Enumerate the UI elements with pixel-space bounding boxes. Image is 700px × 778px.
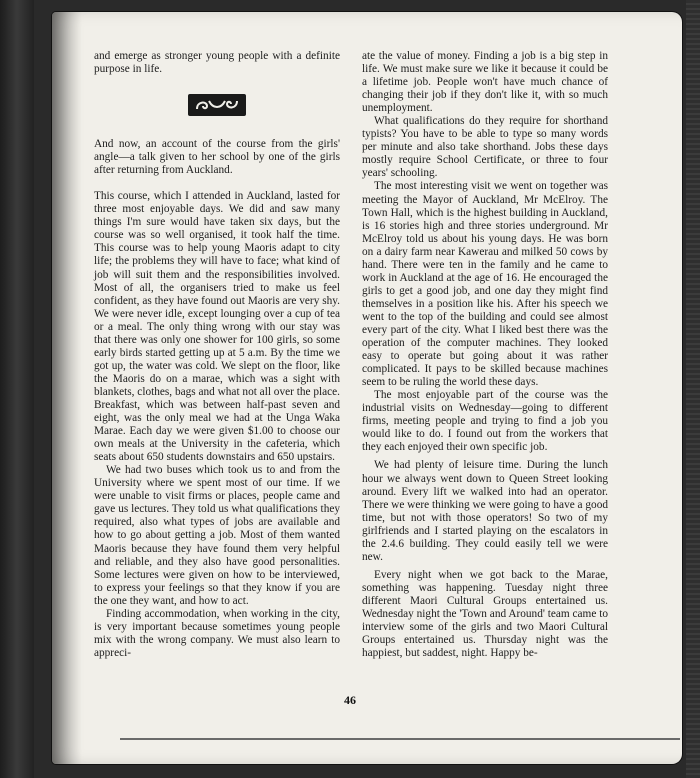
paragraph: And now, an account of the course from the girls' angle—a talk given to her school by one of the girls after returning from Auckland.: [94, 138, 340, 177]
paragraph: ate the value of money. Finding a job is a big step in life. We must make sure we like it because it could be a lifetime job. People won't have much chance of changing their job if they don't like it, with so much unemployment.: [362, 50, 608, 115]
scroll-ornament-svg: [193, 97, 241, 113]
paragraph: What qualifications do they require for shorthand typists? You have to be able to type so many words per minute and also take shorthand. Jobs these days mostly require School Certificate, or three to four years' schooling.: [362, 115, 608, 180]
paragraph: and emerge as stronger young people with a definite purpose in life.: [94, 50, 340, 76]
paragraph: We had plenty of leisure time. During the lunch hour we always went down to Queen Street looking around. Every lift we walked into had an operator. There we were thinking we were going to have a good time, but not with those operators! So two of my girlfriends and I started playing on the escalators in the 2.4.6 building. They could easily tell we were new.: [362, 459, 608, 563]
right-column: [362, 50, 608, 660]
scan-gutter: [0, 0, 34, 778]
scroll-ornament-icon: [188, 94, 246, 116]
page-number: 46: [344, 693, 356, 707]
bottom-rule: [120, 738, 680, 740]
paragraph: Finding accommodation, when working in the city, is very important because sometimes young people mix with the wrong company. We must also learn to appreci-: [94, 607, 340, 659]
page-curl-shadow: [52, 12, 82, 764]
paragraph: The most interesting visit we went on together was meeting the Mayor of Auckland, Mr McElroy. The Town Hall, which is the highest building in Auckland, is 16 stories high and three stories underground. Mr McElroy told us about his young days. He was born on a dairy farm near Kawerau and milked 50 cows by hand. There were ten in the family and he came to work in Auckland at the age of 16. He encouraged the girls to get a good job, and one day they might find themselves in a position like his. After his speech we went to the top of the building and could see almost every part of the city. What I liked best there was the operation of the computer machines. They looked easy to operate but going about it was rather complicated. It pays to be skilled because machines seem to be ruling the world these days.: [362, 180, 608, 389]
paragraph: The most enjoyable part of the course was the industrial visits on Wednesday—going to different firms, meeting people and trying to find a job you would like to do. I found out from the workers that they each enjoyed their own specific job.: [362, 389, 608, 454]
paragraph: Every night when we got back to the Marae, something was happening. Tuesday night three different Maori Cultural Groups entertained us. Wednesday night the 'Town and Around' team came to interview some of the girls and two Maori Cultural Groups entertained us. Thursday night was the happiest, but saddest, night. Happy be-: [362, 568, 608, 660]
left-column: [94, 50, 340, 660]
paragraph: We had two buses which took us to and from the University where we spent most of our time. If we were unable to visit firms or places, people came and gave us lectures. They told us what qualifications they required, also what types of jobs are available and how to go about getting a job. Most of them wanted Maoris because they have found them very helpful and reliable, and they also have good personalities. Some lectures were given on how to be interviewed, to express your feelings so that they know if you are the one they want, and how to act.: [94, 464, 340, 607]
scan-edge: [686, 0, 700, 778]
paragraph: This course, which I attended in Auckland, lasted for three most enjoyable days. We did and saw many things I'm sure would have taken six days, but the course was so well organised, it took half the time. This course was to help young Maoris adapt to city life; the problems they will have to face; what kind of job will suit them and the responsibilities involved. Most of all, the organisers tried to make us feel confident, as they have found out Maoris are very shy. We were never idle, except lounging over a cup of tea or a meal. The only thing wrong with our stay was that there was only one shower for 100 girls, so some early birds started getting up at 5 a.m. By the time we got up, the water was cold. We slept on the floor, like the Maoris do on a marae, which was a sight with blankets, clothes, bags and what not all over the place. Breakfast, which was between half-past seven and eight, was the only meal we had at the Unga Waka Marae. Each day we were given $1.00 to choose our own meals at the University in the cafeteria, which seats about 650 students downstairs and 650 upstairs.: [94, 190, 340, 464]
